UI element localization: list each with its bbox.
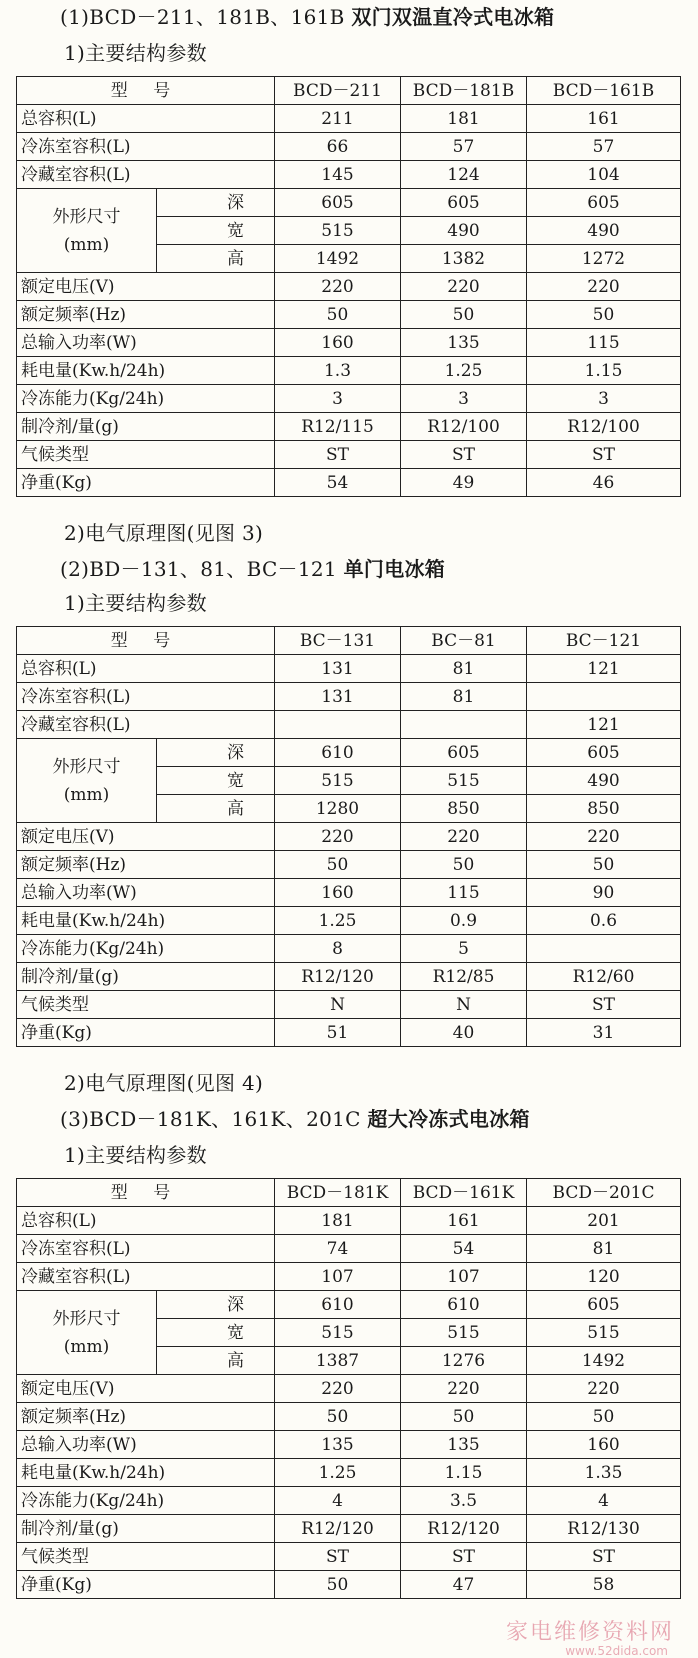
row-label: 冷藏室容积(L) — [17, 1263, 275, 1291]
table-cell: 121 — [527, 711, 681, 739]
table-cell: 107 — [401, 1263, 527, 1291]
table-cell: 220 — [275, 273, 401, 301]
table-cell: 115 — [401, 879, 527, 907]
table-cell: 40 — [401, 1019, 527, 1047]
table-cell: 90 — [527, 879, 681, 907]
table-cell: ST — [275, 441, 401, 469]
table-cell: 50 — [275, 301, 401, 329]
table-cell: 181 — [401, 105, 527, 133]
table-cell: 57 — [401, 133, 527, 161]
table-cell: 3 — [527, 385, 681, 413]
table-cell: 1.35 — [527, 1459, 681, 1487]
row-label: 额定电压(V) — [17, 273, 275, 301]
dims-label-line1: 外形尺寸 — [52, 1308, 121, 1329]
table-cell: 5 — [401, 935, 527, 963]
table-cell: 605 — [275, 189, 401, 217]
heading-text: (2)BD－131、81、BC－121 — [60, 557, 344, 581]
header-model-name: BC－121 — [527, 627, 681, 655]
table-cell: 50 — [275, 1571, 401, 1599]
section-subheading: 1)主要结构参数 — [64, 41, 207, 65]
table-cell: 211 — [275, 105, 401, 133]
table-cell: 124 — [401, 161, 527, 189]
dims-sublabel: 宽 — [157, 217, 275, 245]
table-cell: R12/60 — [527, 963, 681, 991]
site-watermark: 家电维修资料网 — [505, 1620, 674, 1645]
table-row — [17, 1179, 681, 1207]
table-cell: 490 — [527, 767, 681, 795]
table-cell: 515 — [401, 1319, 527, 1347]
dims-label-line2: (mm) — [63, 1336, 110, 1357]
row-label: 耗电量(Kw.h/24h) — [17, 1459, 275, 1487]
table-cell: 220 — [275, 823, 401, 851]
row-label: 净重(Kg) — [17, 1019, 275, 1047]
row-label: 额定电压(V) — [17, 1375, 275, 1403]
row-label: 制冷剂/量(g) — [17, 963, 275, 991]
header-model-name: BC－81 — [401, 627, 527, 655]
table-row — [17, 441, 681, 469]
table-cell: 220 — [527, 273, 681, 301]
table-cell: 3 — [401, 385, 527, 413]
table-cell: 515 — [527, 1319, 681, 1347]
dims-label-line1: 外形尺寸 — [52, 206, 121, 227]
table-cell: ST — [275, 1543, 401, 1571]
dims-sublabel: 宽 — [157, 1319, 275, 1347]
table-row — [17, 851, 681, 879]
table-cell: 201 — [527, 1207, 681, 1235]
table-row — [17, 627, 681, 655]
table-cell: 3.5 — [401, 1487, 527, 1515]
row-label: 额定电压(V) — [17, 823, 275, 851]
table-cell: 515 — [275, 217, 401, 245]
row-label: 总输入功率(W) — [17, 1431, 275, 1459]
table-row — [17, 1291, 681, 1319]
section-subheading: 1)主要结构参数 — [64, 1143, 207, 1167]
table-cell: 1.15 — [527, 357, 681, 385]
row-label: 气候类型 — [17, 441, 275, 469]
row-label: 冷藏室容积(L) — [17, 711, 275, 739]
table-row — [17, 105, 681, 133]
table-row — [17, 329, 681, 357]
table-row — [17, 1431, 681, 1459]
row-label: 额定频率(Hz) — [17, 851, 275, 879]
table-cell: ST — [527, 441, 681, 469]
table-cell: R12/130 — [527, 1515, 681, 1543]
table-cell: 1276 — [401, 1347, 527, 1375]
table-cell: 145 — [275, 161, 401, 189]
table-cell: 1.25 — [275, 907, 401, 935]
row-label: 制冷剂/量(g) — [17, 413, 275, 441]
table-cell: 8 — [275, 935, 401, 963]
table-cell: 490 — [401, 217, 527, 245]
dims-label — [17, 739, 157, 823]
table-row — [17, 991, 681, 1019]
row-label: 耗电量(Kw.h/24h) — [17, 907, 275, 935]
table-cell: 50 — [401, 851, 527, 879]
table-cell: 220 — [401, 1375, 527, 1403]
table-cell: 4 — [527, 1487, 681, 1515]
table-cell: N — [275, 991, 401, 1019]
table-cell: ST — [527, 991, 681, 1019]
table-cell: R12/100 — [527, 413, 681, 441]
table-cell: 57 — [527, 133, 681, 161]
table-cell: R12/120 — [401, 1515, 527, 1543]
table-cell: N — [401, 991, 527, 1019]
table-cell: 850 — [401, 795, 527, 823]
table-row — [17, 823, 681, 851]
table-cell — [401, 711, 527, 739]
table-cell: 605 — [401, 739, 527, 767]
table-row — [17, 273, 681, 301]
row-label: 冷冻室容积(L) — [17, 683, 275, 711]
row-label: 冷冻能力(Kg/24h) — [17, 935, 275, 963]
table-row — [17, 1375, 681, 1403]
table-row — [17, 1487, 681, 1515]
table-cell: 58 — [527, 1571, 681, 1599]
header-model-cell: 型 号 — [17, 77, 275, 105]
table-cell: 1492 — [275, 245, 401, 273]
table-cell: 1.15 — [401, 1459, 527, 1487]
row-label: 气候类型 — [17, 1543, 275, 1571]
table-cell: 0.9 — [401, 907, 527, 935]
table-cell: 31 — [527, 1019, 681, 1047]
table-cell: ST — [527, 1543, 681, 1571]
table-cell: 605 — [401, 189, 527, 217]
table-cell: 50 — [401, 301, 527, 329]
row-label: 总容积(L) — [17, 105, 275, 133]
row-label: 额定频率(Hz) — [17, 1403, 275, 1431]
table-cell: 81 — [401, 655, 527, 683]
heading-text: (1)BCD－211、181B、161B — [60, 5, 352, 29]
table-cell: 1492 — [527, 1347, 681, 1375]
table-cell: 81 — [527, 1235, 681, 1263]
table-row — [17, 1207, 681, 1235]
table-row — [17, 1543, 681, 1571]
table-cell: 54 — [275, 469, 401, 497]
dims-label-line2: (mm) — [63, 234, 110, 255]
heading-bold-text: 双门双温直冷式电冰箱 — [351, 5, 555, 29]
table-cell: R12/85 — [401, 963, 527, 991]
row-label: 总输入功率(W) — [17, 879, 275, 907]
table-row — [17, 879, 681, 907]
table-cell: 605 — [527, 739, 681, 767]
table-row — [17, 189, 681, 217]
dims-sublabel: 高 — [157, 245, 275, 273]
table-cell: 135 — [275, 1431, 401, 1459]
spec-table — [16, 76, 681, 497]
heading-text: (3)BCD－181K、161K、201C — [60, 1107, 368, 1131]
dims-label-line1: 外形尺寸 — [52, 756, 121, 777]
table-cell: 220 — [401, 823, 527, 851]
table-cell: 161 — [401, 1207, 527, 1235]
table-cell: ST — [401, 441, 527, 469]
row-label: 额定频率(Hz) — [17, 301, 275, 329]
table-cell: 605 — [527, 1291, 681, 1319]
table-cell: 50 — [401, 1403, 527, 1431]
table-cell: 47 — [401, 1571, 527, 1599]
header-model-name: BCD－181B — [401, 77, 527, 105]
table-row — [17, 161, 681, 189]
table-cell: 1.25 — [275, 1459, 401, 1487]
table-cell: 1.3 — [275, 357, 401, 385]
section-heading — [60, 1106, 530, 1132]
table-row — [17, 1515, 681, 1543]
table-cell: 610 — [275, 1291, 401, 1319]
table-cell: 50 — [527, 301, 681, 329]
table-cell — [527, 683, 681, 711]
table-cell: 161 — [527, 105, 681, 133]
row-label: 气候类型 — [17, 991, 275, 1019]
header-model-name: BCD－161K — [401, 1179, 527, 1207]
row-label: 冷冻能力(Kg/24h) — [17, 385, 275, 413]
table-cell: 515 — [275, 1319, 401, 1347]
table-cell: 115 — [527, 329, 681, 357]
table-row — [17, 1403, 681, 1431]
row-label: 耗电量(Kw.h/24h) — [17, 357, 275, 385]
dims-sublabel: 高 — [157, 1347, 275, 1375]
header-model-name: BCD－161B — [527, 77, 681, 105]
section-subheading: 1)主要结构参数 — [64, 591, 207, 615]
table-row — [17, 385, 681, 413]
row-label: 冷冻能力(Kg/24h) — [17, 1487, 275, 1515]
section-heading — [60, 4, 554, 30]
table-row — [17, 711, 681, 739]
header-model-name: BCD－181K — [275, 1179, 401, 1207]
table-cell: 50 — [275, 851, 401, 879]
header-model-name: BCD－201C — [527, 1179, 681, 1207]
table-cell: R12/100 — [401, 413, 527, 441]
spec-table — [16, 1178, 681, 1599]
table-cell: 107 — [275, 1263, 401, 1291]
dims-label — [17, 189, 157, 273]
dims-label — [17, 1291, 157, 1375]
table-cell: 220 — [527, 1375, 681, 1403]
table-cell: R12/115 — [275, 413, 401, 441]
table-row — [17, 357, 681, 385]
table-cell: 135 — [401, 329, 527, 357]
table-cell: 220 — [527, 823, 681, 851]
table-row — [17, 739, 681, 767]
section-footer: 2)电气原理图(见图 4) — [64, 1071, 264, 1095]
table-cell: 610 — [401, 1291, 527, 1319]
table-cell: 515 — [275, 767, 401, 795]
table-cell — [275, 711, 401, 739]
table-cell: 46 — [527, 469, 681, 497]
table-cell: 54 — [401, 1235, 527, 1263]
row-label: 冷冻室容积(L) — [17, 133, 275, 161]
dims-sublabel: 高 — [157, 795, 275, 823]
table-cell: 3 — [275, 385, 401, 413]
section-heading — [60, 556, 445, 582]
table-cell: 0.6 — [527, 907, 681, 935]
header-model-name: BC－131 — [275, 627, 401, 655]
table-row — [17, 683, 681, 711]
table-cell: 610 — [275, 739, 401, 767]
row-label: 总输入功率(W) — [17, 329, 275, 357]
table-row — [17, 907, 681, 935]
row-label: 净重(Kg) — [17, 1571, 275, 1599]
table-cell: 220 — [275, 1375, 401, 1403]
table-cell: 1280 — [275, 795, 401, 823]
row-label: 总容积(L) — [17, 1207, 275, 1235]
dims-sublabel: 宽 — [157, 767, 275, 795]
table-row — [17, 1571, 681, 1599]
table-cell: ST — [401, 1543, 527, 1571]
row-label: 冷藏室容积(L) — [17, 161, 275, 189]
table-cell: 50 — [527, 1403, 681, 1431]
table-row — [17, 413, 681, 441]
table-cell: 74 — [275, 1235, 401, 1263]
table-cell: 160 — [275, 329, 401, 357]
header-model-name: BCD－211 — [275, 77, 401, 105]
table-cell: 850 — [527, 795, 681, 823]
table-cell: 1382 — [401, 245, 527, 273]
table-row — [17, 133, 681, 161]
table-row — [17, 1019, 681, 1047]
dims-sublabel: 深 — [157, 189, 275, 217]
table-row — [17, 469, 681, 497]
table-cell: 50 — [275, 1403, 401, 1431]
table-cell: 81 — [401, 683, 527, 711]
table-cell: 121 — [527, 655, 681, 683]
heading-bold-text: 单门电冰箱 — [343, 557, 446, 581]
table-cell: 66 — [275, 133, 401, 161]
table-cell: 181 — [275, 1207, 401, 1235]
table-cell: 515 — [401, 767, 527, 795]
table-cell: 1272 — [527, 245, 681, 273]
table-cell: 160 — [275, 879, 401, 907]
section-footer: 2)电气原理图(见图 3) — [64, 521, 264, 545]
table-cell: 1387 — [275, 1347, 401, 1375]
table-cell: 51 — [275, 1019, 401, 1047]
table-cell: R12/120 — [275, 1515, 401, 1543]
table-row — [17, 301, 681, 329]
table-row — [17, 963, 681, 991]
table-cell: 220 — [401, 273, 527, 301]
spec-table — [16, 626, 681, 1047]
heading-bold-text: 超大冷冻式电冰箱 — [367, 1107, 530, 1131]
table-row — [17, 655, 681, 683]
table-cell — [527, 935, 681, 963]
table-cell: 1.25 — [401, 357, 527, 385]
dims-label-line2: (mm) — [63, 784, 110, 805]
row-label: 制冷剂/量(g) — [17, 1515, 275, 1543]
table-cell: 135 — [401, 1431, 527, 1459]
table-row — [17, 935, 681, 963]
table-cell: 490 — [527, 217, 681, 245]
table-row — [17, 1263, 681, 1291]
dims-sublabel: 深 — [157, 1291, 275, 1319]
table-cell: 50 — [527, 851, 681, 879]
table-cell: 605 — [527, 189, 681, 217]
row-label: 冷冻室容积(L) — [17, 1235, 275, 1263]
table-cell: 131 — [275, 655, 401, 683]
dims-sublabel: 深 — [157, 739, 275, 767]
table-cell: 4 — [275, 1487, 401, 1515]
table-cell: 104 — [527, 161, 681, 189]
table-row — [17, 77, 681, 105]
table-cell: 120 — [527, 1263, 681, 1291]
row-label: 净重(Kg) — [17, 469, 275, 497]
header-model-cell: 型 号 — [17, 627, 275, 655]
header-model-cell: 型 号 — [17, 1179, 275, 1207]
table-cell: R12/120 — [275, 963, 401, 991]
table-cell: 49 — [401, 469, 527, 497]
table-row — [17, 1235, 681, 1263]
table-cell: 160 — [527, 1431, 681, 1459]
table-row — [17, 1459, 681, 1487]
table-cell: 131 — [275, 683, 401, 711]
row-label: 总容积(L) — [17, 655, 275, 683]
site-watermark-url: www.52dida.com — [565, 1644, 668, 1658]
